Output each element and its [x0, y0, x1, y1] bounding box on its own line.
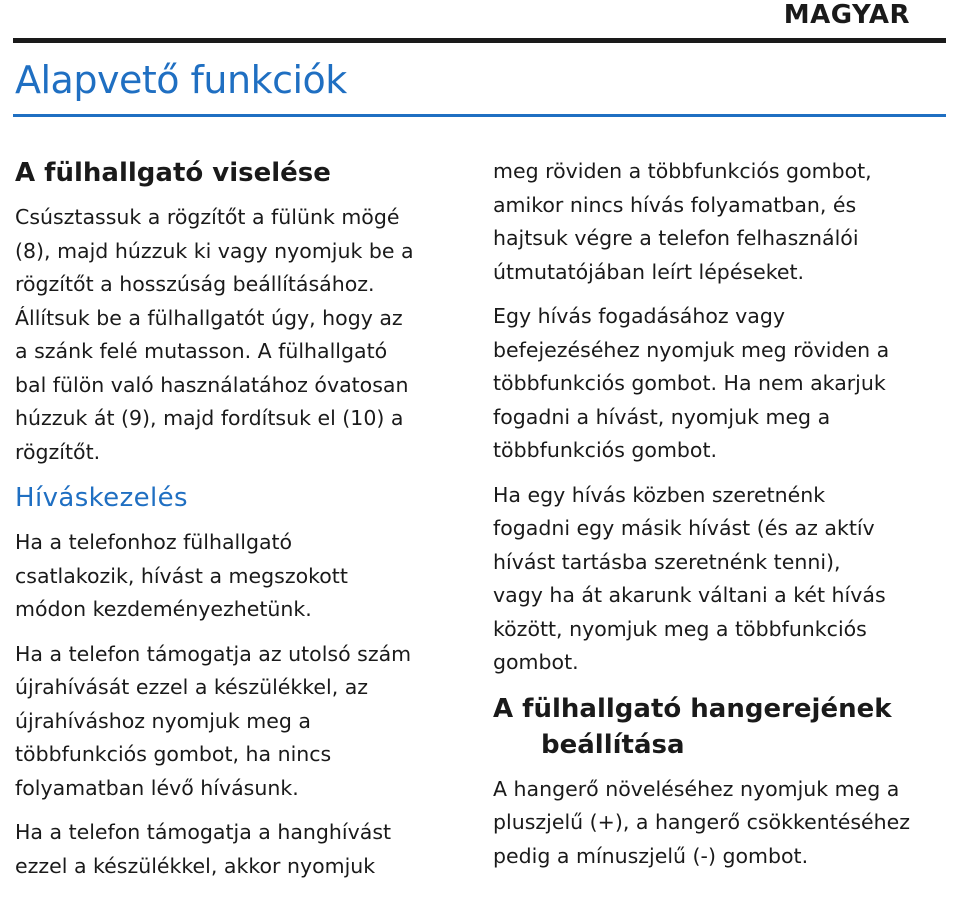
call-handling-paragraph-1: Ha a telefonhoz fülhallgató csatlakozik, hívást a megszokott módon kezdeményezhetünk. [15, 530, 348, 621]
call-handling-paragraph-2: Ha a telefon támogatja az utolsó szám újrahívását ezzel a készülékkel, az újrahíváshoz nyomjuk meg a többfunkciós gombot, ha nincs folyamatban lévő hívásunk. [15, 641, 412, 800]
section-heading-wearing: A fülhallgató viselése [15, 158, 331, 188]
header-rule [13, 38, 946, 43]
left-column [15, 155, 475, 894]
voice-dial-continued-paragraph: meg röviden a többfunkciós gombot, amikor nincs hívás folyamatban, és hajtsuk végre a telefon felhasználói útmutatójában leírt lépéseket. [493, 159, 872, 284]
volume-heading-line-1: A fülhallgató hangerejének [493, 693, 892, 724]
answer-end-call-paragraph: Egy hívás fogadásához vagy befejezéséhez nyomjuk meg röviden a többfunkciós gombot. Ha nem akarjuk fogadni a hívást, nyomjuk meg a többfunkciós gombot. [493, 304, 890, 462]
language-label: MAGYAR [783, 0, 910, 30]
switch-calls-paragraph: Ha egy hívás közben szeretnénk fogadni egy másik hívást (és az aktív hívást tartásba szeretnénk tenni), vagy ha át akarunk váltani a két hívás között, nyomjuk meg a többfunkciós gombot. [493, 482, 886, 674]
volume-paragraph: A hangerő növeléséhez nyomjuk meg a pluszjelű (+), a hangerő csökkentéséhez pedig a mínuszjelű (-) gombot. [493, 776, 911, 868]
page-title: Alapvető funkciók [15, 58, 347, 102]
section-heading-call-handling: Híváskezelés [15, 483, 188, 513]
right-column [493, 155, 953, 884]
call-handling-paragraph-3: Ha a telefon támogatja a hanghívást ezzel a készülékkel, akkor nyomjuk [15, 820, 392, 878]
volume-heading-line-2: beállítása [541, 729, 685, 760]
wearing-paragraph: Csúsztassuk a rögzítőt a fülünk mögé (8), majd húzzuk ki vagy nyomjuk be a rögzítőt a hosszúság beállításához. Állítsuk be a fülhallgatót úgy, hogy az a szánk felé mutasson. A fülhallgató bal fülön való használatához óvatosan húzzuk át (9), majd fordítsuk el (10) a rögzítőt. [15, 205, 414, 464]
title-rule [13, 114, 946, 117]
section-heading-volume [493, 691, 953, 763]
